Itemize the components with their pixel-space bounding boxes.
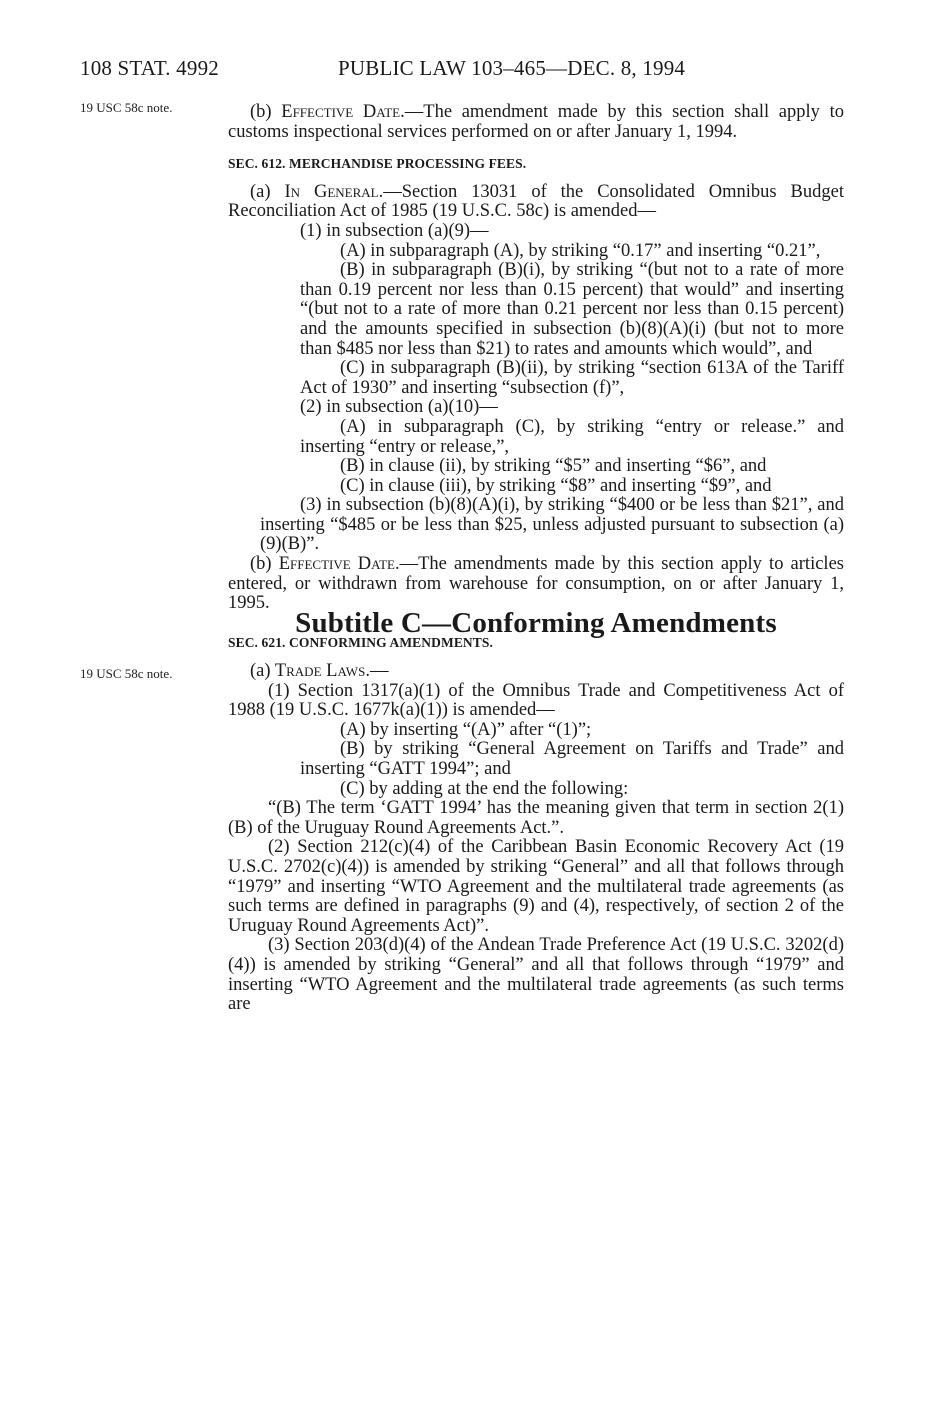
list-item: (B) in subparagraph (B)(i), by striking “(but not to a rate of more than 0.19 percent nor less than 0.15 percent) that would” and inserting “(but not to a rate of more than 0.21 percent nor less than 0.15 percent) and the amounts specified in subsection (b)(8)(A)(i) (but not to more than $485 nor less than $21) to rates and amounts which would”, and — [300, 260, 844, 359]
in-general-paragraph: (a) In General.—Section 13031 of the Consolidated Omnibus Budget Reconciliation Act of 1985 (19 U.S.C. 58c) is amended— — [228, 181, 844, 222]
effective-date-paragraph: (b) Effective Date.—The amendments made by this section apply to articles entered, or withdrawn from warehouse for consumption, on or after January 1, 1995. — [228, 554, 844, 614]
running-header-title: PUBLIC LAW 103–465—DEC. 8, 1994 — [338, 56, 686, 80]
list-item: (2) Section 212(c)(4) of the Caribbean Basin Economic Recovery Act (19 U.S.C. 2702(c)(4)) is amended by striking “General” and all that follows through “1979” and inserting “WTO Agreement and the multilateral trade agreements (as such terms are defined in paragraphs (9) and (4), respectively, of section 2 of the Uruguay Round Agreements Act)”. — [228, 837, 844, 936]
margin-note: 19 USC 58c note. — [80, 666, 173, 681]
list-item: (1) Section 1317(a)(1) of the Omnibus Trade and Competitiveness Act of 1988 (19 U.S.C. 1677k(a)(1)) is amended— — [228, 680, 844, 721]
trade-laws-paragraph: (a) Trade Laws.— — [250, 661, 389, 682]
list-item: (3) Section 203(d)(4) of the Andean Trade Preference Act (19 U.S.C. 3202(d)(4)) is amended by striking “General” and all that follows through “1979” and inserting “WTO Agreement and the multilateral trade agreements (as such terms are — [228, 935, 844, 1015]
margin-note: 19 USC 58c note. — [80, 100, 173, 115]
list-item: (A) by inserting “(A)” after “(1)”; — [340, 719, 592, 740]
list-item: (B) by striking “General Agreement on Tariffs and Trade” and inserting “GATT 1994”; and — [300, 739, 844, 779]
list-item: (C) in clause (iii), by striking “$8” and inserting “$9”, and — [340, 475, 772, 496]
main-text-column — [228, 103, 844, 1015]
subtitle-heading: Subtitle C—Conforming Amendments — [295, 606, 777, 639]
list-item: (1) in subsection (a)(9)— — [300, 220, 489, 241]
list-item: (C) in subparagraph (B)(ii), by striking “section 613A of the Tariff Act of 1930” and inserting “subsection (f)”, — [300, 358, 844, 398]
list-item: (C) by adding at the end the following: — [340, 778, 629, 799]
effective-date-paragraph: (b) Effective Date.—The amendment made by this section shall apply to customs inspectional services performed on or after January 1, 1994. — [228, 102, 844, 142]
page-reference: 108 STAT. 4992 — [80, 56, 219, 80]
quoted-definition: “(B) The term ‘GATT 1994’ has the meaning given that term in section 2(1)(B) of the Uruguay Round Agreements Act.”. — [228, 798, 844, 838]
list-item: (3) in subsection (b)(8)(A)(i), by striking “$400 or be less than $21”, and inserting “$485 or be less than $25, unless adjusted pursuant to subsection (a)(9)(B)”. — [260, 495, 844, 555]
list-item: (2) in subsection (a)(10)— — [300, 397, 498, 418]
list-item: (A) in subparagraph (C), by striking “entry or release.” and inserting “entry or release,”, — [300, 416, 844, 457]
section-heading-612: SEC. 612. MERCHANDISE PROCESSING FEES. — [228, 156, 527, 172]
section-heading-621: SEC. 621. CONFORMING AMENDMENTS. — [228, 635, 493, 651]
list-item: (B) in clause (ii), by striking “$5” and inserting “$6”, and — [340, 456, 767, 477]
list-item: (A) in subparagraph (A), by striking “0.17” and inserting “0.21”, — [340, 240, 821, 261]
